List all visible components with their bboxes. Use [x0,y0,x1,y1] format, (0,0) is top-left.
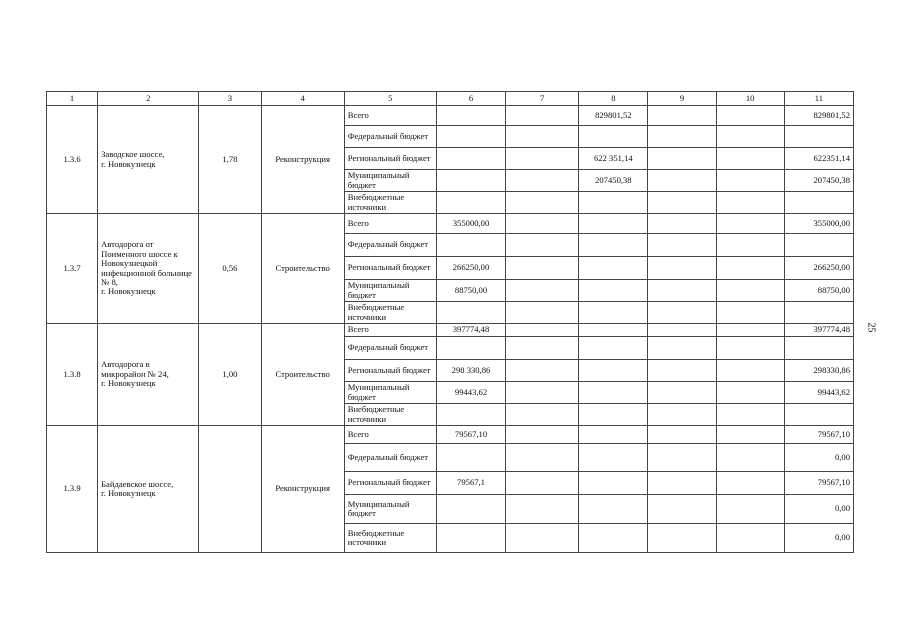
amount-cell: 99443,62 [784,382,853,404]
amount-cell [436,495,505,524]
amount-cell: 622 351,14 [579,148,648,170]
amount-cell: 88750,00 [436,280,505,302]
amount-cell: 355000,00 [784,214,853,234]
header-cell: 4 [261,92,344,106]
amount-cell [436,170,505,192]
funding-source: Внебюджетные источники [344,192,436,214]
amount-cell [716,170,784,192]
amount-cell: 207450,38 [579,170,648,192]
funding-source: Внебюджетные источники [344,404,436,426]
header-cell: 6 [436,92,505,106]
funding-source: Региональный бюджет [344,148,436,170]
amount-cell [506,257,579,280]
amount-cell [784,126,853,148]
amount-cell [648,148,716,170]
amount-cell [506,302,579,324]
amount-cell [506,324,579,337]
amount-cell [506,214,579,234]
amount-cell [784,337,853,360]
section-number: 1.3.8 [47,324,98,426]
amount-cell [579,126,648,148]
amount-cell [506,192,579,214]
funding-source: Всего [344,426,436,444]
amount-cell [716,214,784,234]
amount-cell [436,148,505,170]
funding-source: Региональный бюджет [344,257,436,280]
road-length: 0,56 [199,214,261,324]
amount-cell: 622351,14 [784,148,853,170]
amount-cell [716,324,784,337]
amount-cell [648,337,716,360]
amount-cell [436,524,505,553]
amount-cell [506,426,579,444]
amount-cell [436,302,505,324]
section-number: 1.3.9 [47,426,98,553]
amount-cell [648,444,716,472]
amount-cell [579,472,648,495]
amount-cell: 829801,52 [579,106,648,126]
road-length [199,426,261,553]
amount-cell [506,444,579,472]
amount-cell [579,280,648,302]
amount-cell [648,472,716,495]
header-cell: 11 [784,92,853,106]
amount-cell: 298330,86 [784,360,853,382]
amount-cell [579,302,648,324]
amount-cell [648,257,716,280]
funding-source: Федеральный бюджет [344,126,436,148]
financing-table [46,91,854,553]
amount-cell [648,214,716,234]
funding-source: Региональный бюджет [344,360,436,382]
amount-cell [579,234,648,257]
road-name: Заводское шоссе, г. Новокузнецк [98,106,199,214]
funding-source: Внебюджетные источники [344,302,436,324]
amount-cell [716,337,784,360]
funding-source: Всего [344,214,436,234]
amount-cell [716,495,784,524]
amount-cell: 829801,52 [784,106,853,126]
amount-cell [648,324,716,337]
amount-cell [648,524,716,553]
work-type: Реконструкция [261,106,344,214]
amount-cell [716,106,784,126]
work-type: Реконструкция [261,426,344,553]
amount-cell [648,404,716,426]
amount-cell [716,280,784,302]
amount-cell [648,234,716,257]
amount-cell: 298 330,86 [436,360,505,382]
section-number: 1.3.7 [47,214,98,324]
road-length: 1,78 [199,106,261,214]
amount-cell [716,444,784,472]
amount-cell [579,192,648,214]
header-cell: 5 [344,92,436,106]
amount-cell: 88750,00 [784,280,853,302]
amount-cell [436,192,505,214]
amount-cell [506,170,579,192]
funding-source: Муниципальный бюджет [344,280,436,302]
header-cell: 9 [648,92,716,106]
amount-cell: 207450,38 [784,170,853,192]
funding-source: Федеральный бюджет [344,234,436,257]
header-cell: 8 [579,92,648,106]
amount-cell [506,360,579,382]
amount-cell [784,302,853,324]
header-cell: 7 [506,92,579,106]
amount-cell: 0,00 [784,524,853,553]
work-type: Строительство [261,324,344,426]
amount-cell [716,302,784,324]
header-cell: 10 [716,92,784,106]
amount-cell [648,360,716,382]
amount-cell [648,495,716,524]
amount-cell [436,337,505,360]
amount-cell [506,337,579,360]
amount-cell [506,495,579,524]
amount-cell [579,337,648,360]
section-number: 1.3.6 [47,106,98,214]
amount-cell [579,444,648,472]
amount-cell [648,302,716,324]
amount-cell [716,404,784,426]
table-row [47,106,854,126]
amount-cell [579,360,648,382]
amount-cell [648,170,716,192]
amount-cell [579,404,648,426]
amount-cell [716,382,784,404]
amount-cell: 79567,1 [436,472,505,495]
funding-source: Муниципальный бюджет [344,170,436,192]
amount-cell [716,126,784,148]
amount-cell: 99443,62 [436,382,505,404]
amount-cell [436,126,505,148]
header-row [47,92,854,106]
header-cell: 3 [199,92,261,106]
amount-cell [648,280,716,302]
amount-cell [648,106,716,126]
amount-cell [579,524,648,553]
page-number: 25 [865,322,877,333]
amount-cell [648,192,716,214]
funding-source: Всего [344,324,436,337]
amount-cell [716,257,784,280]
amount-cell [784,234,853,257]
amount-cell [436,404,505,426]
header-cell: 2 [98,92,199,106]
amount-cell [506,126,579,148]
road-name: Автодорога в микрорайон № 24, г. Новокузнецк [98,324,199,426]
amount-cell [784,192,853,214]
amount-cell [648,126,716,148]
funding-source: Внебюджетные источники [344,524,436,553]
funding-source: Региональный бюджет [344,472,436,495]
amount-cell [579,426,648,444]
amount-cell: 0,00 [784,495,853,524]
amount-cell: 397774,48 [436,324,505,337]
table-row [47,426,854,444]
amount-cell [436,106,505,126]
amount-cell [716,192,784,214]
funding-source: Муниципальный бюджет [344,382,436,404]
amount-cell [506,148,579,170]
amount-cell: 79567,10 [436,426,505,444]
funding-source: Муниципальный бюджет [344,495,436,524]
amount-cell [436,444,505,472]
amount-cell: 355000,00 [436,214,505,234]
road-name: Автодорога от Поименного шоссе к Новокузнецкой инфекционной больнице № 8, г. Новокузнецк [98,214,199,324]
amount-cell [506,234,579,257]
road-name: Байдаевское шоссе, г. Новокузнецк [98,426,199,553]
funding-source: Федеральный бюджет [344,337,436,360]
amount-cell: 79567,10 [784,472,853,495]
table-row [47,214,854,234]
road-length: 1,00 [199,324,261,426]
amount-cell [506,524,579,553]
amount-cell [506,382,579,404]
amount-cell [579,214,648,234]
amount-cell [716,234,784,257]
amount-cell: 0,00 [784,444,853,472]
amount-cell [436,234,505,257]
amount-cell: 79567,10 [784,426,853,444]
amount-cell [716,472,784,495]
amount-cell [506,472,579,495]
amount-cell: 266250,00 [436,257,505,280]
amount-cell [784,404,853,426]
header-cell: 1 [47,92,98,106]
funding-source: Всего [344,106,436,126]
amount-cell [648,382,716,404]
funding-source: Федеральный бюджет [344,444,436,472]
amount-cell [716,524,784,553]
amount-cell [579,257,648,280]
table-body [47,92,854,553]
amount-cell [506,404,579,426]
amount-cell [579,495,648,524]
amount-cell [506,106,579,126]
amount-cell [579,324,648,337]
amount-cell [648,426,716,444]
amount-cell [579,382,648,404]
amount-cell [506,280,579,302]
table-row [47,324,854,337]
amount-cell: 397774,48 [784,324,853,337]
amount-cell [716,148,784,170]
work-type: Строительство [261,214,344,324]
amount-cell [716,360,784,382]
amount-cell [716,426,784,444]
amount-cell: 266250,00 [784,257,853,280]
